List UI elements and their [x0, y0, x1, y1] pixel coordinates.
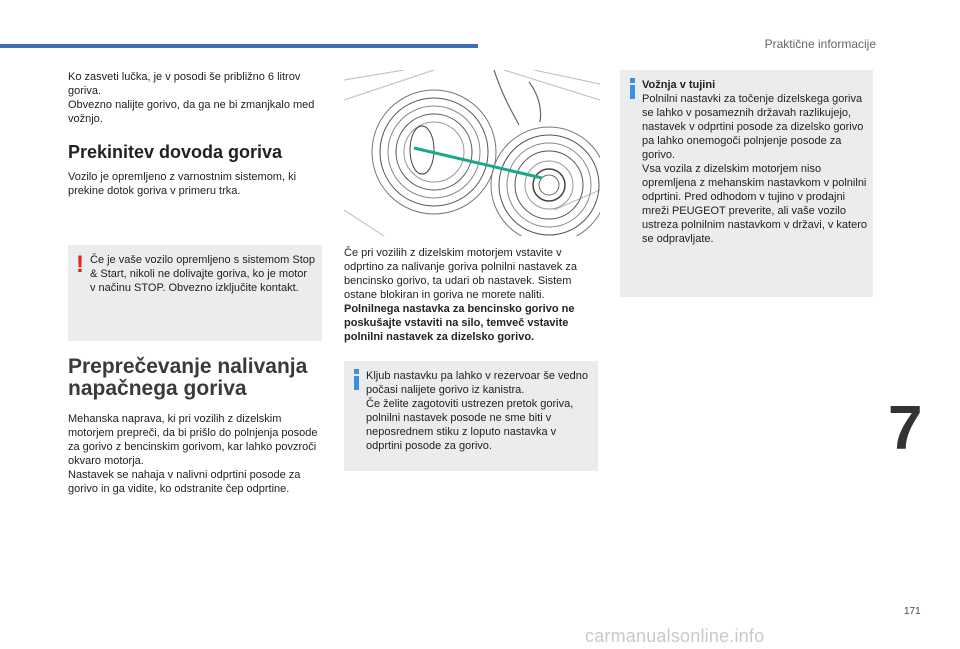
watermark: carmanualsonline.info [585, 626, 765, 646]
info-box-canister-text [366, 369, 594, 453]
misfuel-line-1: Mehanska naprava, ki pri vozilih z dizelskim motorjem prepreči, da bi prišlo do polnjenja posode za gorivo z bencinskim gorivom, kar lahko povzroči okvaro motorja. [68, 413, 318, 467]
warning-text: Če je vaše vozilo opremljeno s sistemom Stop & Start, nikoli ne dolivajte goriva, ko je motor v načinu STOP. Obvezno izključite kontakt. [90, 254, 315, 294]
page-number: 171 [904, 606, 921, 617]
diesel-paragraph: Če pri vozilih z dizelskim motorjem vstavite v odprtino za nalivanje goriva polnilni nastavek za bencinsko gorivo, ta udari ob nastavek. Sistem ostane blokiran in goriva ne morete naliti. [344, 247, 577, 301]
info-box-canister [344, 361, 598, 471]
misfuel-line-2: Nastavek se nahaja v nalivni odprtini posode za gorivo in ga vidite, ko odstranite čep odprtine. [68, 469, 301, 495]
info-abroad-line-1: Polnilni nastavki za točenje dizelskega goriva se lahko v posameznih državah razlikujejo, nastavek v odprtini posode za dizelsko gorivo pa lahko onemogoči polnjenje posode za gorivo. [642, 93, 864, 161]
fuel-filler-illustration [344, 70, 600, 236]
info-icon [351, 369, 363, 391]
info-box-abroad [620, 70, 873, 297]
intro-line-2: Obvezno nalijte gorivo, da ga ne bi zmanjkalo med vožnjo. [68, 99, 315, 125]
info-abroad-line-2: Vsa vozila z dizelskim motorjem niso opremljena z mehanskim nastavkom v polnilni odprtini. Pred odhodom v tujino v prodajni mreži PEUGEOT preverite, ali vaše vozilo ustreza polnilnim nastavkom v državi, v katero se odpravljate. [642, 163, 867, 245]
warning-box [68, 245, 322, 341]
header-accent-line [0, 44, 478, 48]
diesel-text [344, 246, 598, 344]
diesel-bold-paragraph: Polnilnega nastavka za bencinsko gorivo ne poskušajte vstaviti na silo, temveč vstavite polnilni nastavek za dizelsko gorivo. [344, 303, 575, 343]
fuel-cutoff-heading: Prekinitev dovoda goriva [68, 142, 283, 162]
info-icon [627, 78, 639, 100]
section-title: Praktične informacije [764, 37, 876, 51]
misfuel-text [68, 412, 328, 496]
info-canister-line-2: Če želite zagotoviti ustrezen pretok goriva, polnilni nastavek posode ne sme biti v neposrednem stiku z loputo nastavka v odprtini posode za gorivo. [366, 398, 574, 452]
fuel-cutoff-paragraph: Vozilo je opremljeno z varnostnim sistemom, ki prekine dotok goriva v primeru trka. [68, 171, 297, 197]
warning-icon: ! [76, 251, 84, 278]
info-canister-line-1: Kljub nastavku pa lahko v rezervoar še vedno počasi nalijete gorivo iz kanistra. [366, 370, 588, 396]
misfuel-heading: Preprečevanje nalivanja napačnega goriva [68, 355, 308, 400]
chapter-number: 7 [888, 394, 923, 463]
intro-text [68, 70, 323, 126]
info-abroad-title: Vožnja v tujini [642, 79, 716, 91]
fuel-cutoff-text [68, 170, 323, 198]
intro-line-1: Ko zasveti lučka, je v posodi še približno 6 litrov goriva. [68, 71, 301, 97]
info-box-abroad-text [642, 78, 870, 246]
fuel-filler-drawing [344, 70, 600, 236]
